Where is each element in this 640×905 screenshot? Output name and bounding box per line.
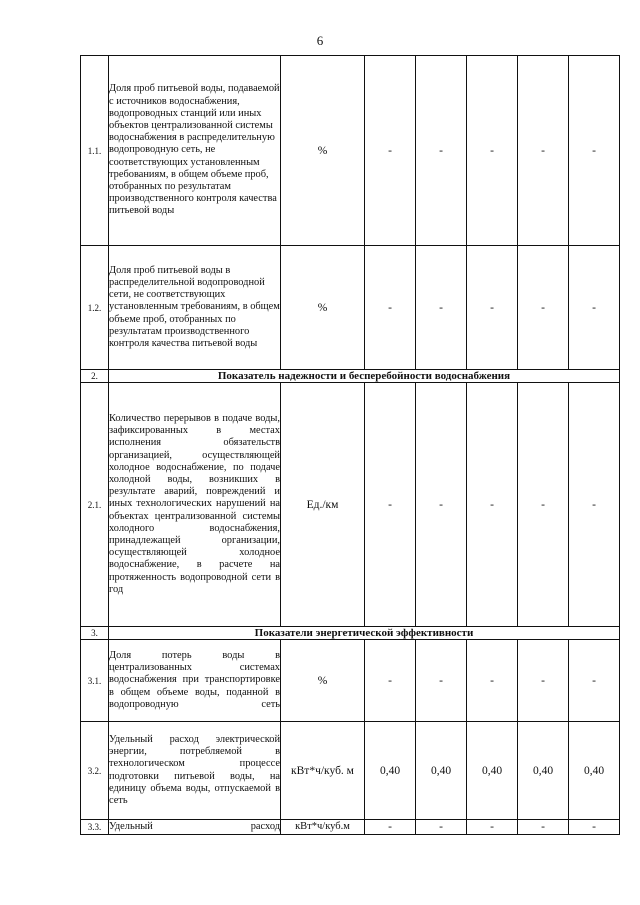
value-cell: - <box>365 383 416 627</box>
value-cell: - <box>569 56 620 246</box>
unit-cell: % <box>281 640 365 722</box>
indicator-description: Доля проб питьевой воды в распределительной водопроводной сети, не соответствующих установленным требованиям, в общем объеме проб, отобранных по результатам производственного контроля качества питьевой воды <box>109 246 281 370</box>
value-cell: - <box>467 56 518 246</box>
value-cell: - <box>467 640 518 722</box>
value-cell: - <box>365 640 416 722</box>
value-cell: - <box>569 820 620 835</box>
section-title: Показатель надежности и бесперебойности водоснабжения <box>109 370 620 383</box>
unit-cell: кВт*ч/куб.м <box>281 820 365 835</box>
unit-cell: % <box>281 246 365 370</box>
value-cell: 0,40 <box>467 722 518 820</box>
value-cell: - <box>467 246 518 370</box>
indicators-table <box>80 55 620 835</box>
value-cell: - <box>467 820 518 835</box>
row-number: 1.2. <box>81 246 109 370</box>
value-cell: 0,40 <box>365 722 416 820</box>
table-row <box>81 640 620 722</box>
value-cell: - <box>518 383 569 627</box>
row-number: 1.1. <box>81 56 109 246</box>
value-cell: - <box>365 56 416 246</box>
row-number: 3.1. <box>81 640 109 722</box>
table-row <box>81 820 620 835</box>
value-cell: - <box>569 640 620 722</box>
indicator-description: Удельный расход <box>109 820 281 835</box>
row-number: 3.3. <box>81 820 109 835</box>
value-cell: - <box>518 640 569 722</box>
section-number: 2. <box>81 370 109 383</box>
page-number: 6 <box>316 33 324 48</box>
section-row <box>81 627 620 640</box>
indicator-description: Количество перерывов в подаче воды, зафиксированных в местах исполнения обязательств организацией, осуществляющей холодное водоснабжение, по подаче холодной воды, возникших в результате аварий, повреждений и иных технологических нарушений на объектах централизованной системы холодного водоснабжения, принадлежащей организации, осуществляющей холодное водоснабжение, в расчете на протяженность водопроводной сети в год <box>109 383 281 627</box>
table-row <box>81 383 620 627</box>
table-row <box>81 246 620 370</box>
indicator-description: Удельный расход электрической энергии, потребляемой в технологическом процессе подготовки питьевой воды, на единицу объема воды, отпускаемой в сеть <box>109 722 281 820</box>
unit-cell: % <box>281 56 365 246</box>
value-cell: - <box>416 246 467 370</box>
value-cell: 0,40 <box>416 722 467 820</box>
table-row <box>81 722 620 820</box>
value-cell: - <box>518 56 569 246</box>
indicator-description: Доля потерь воды в централизованных системах водоснабжения при транспортировке в общем объеме воды, поданной в водопроводную сеть <box>109 640 281 722</box>
value-cell: 0,40 <box>518 722 569 820</box>
value-cell: - <box>569 383 620 627</box>
unit-cell: кВт*ч/куб. м <box>281 722 365 820</box>
value-cell: - <box>416 56 467 246</box>
section-row <box>81 370 620 383</box>
value-cell: - <box>416 820 467 835</box>
unit-cell: Ед./км <box>281 383 365 627</box>
section-number: 3. <box>81 627 109 640</box>
value-cell: 0,40 <box>569 722 620 820</box>
row-number: 3.2. <box>81 722 109 820</box>
value-cell: - <box>365 820 416 835</box>
value-cell: - <box>416 640 467 722</box>
indicator-description: Доля проб питьевой воды, подаваемой с источников водоснабжения, водопроводных станций или иных объектов централизованной системы водоснабжения в распределительную водопроводную сеть, не соответствующих установленным требованиям, в общем объеме проб, отобранных по результатам производственного контроля качества питьевой воды <box>109 56 281 246</box>
row-number: 2.1. <box>81 383 109 627</box>
value-cell: - <box>569 246 620 370</box>
value-cell: - <box>416 383 467 627</box>
table-row <box>81 56 620 246</box>
value-cell: - <box>365 246 416 370</box>
value-cell: - <box>518 820 569 835</box>
section-title: Показатели энергетической эффективности <box>109 627 620 640</box>
value-cell: - <box>518 246 569 370</box>
value-cell: - <box>467 383 518 627</box>
